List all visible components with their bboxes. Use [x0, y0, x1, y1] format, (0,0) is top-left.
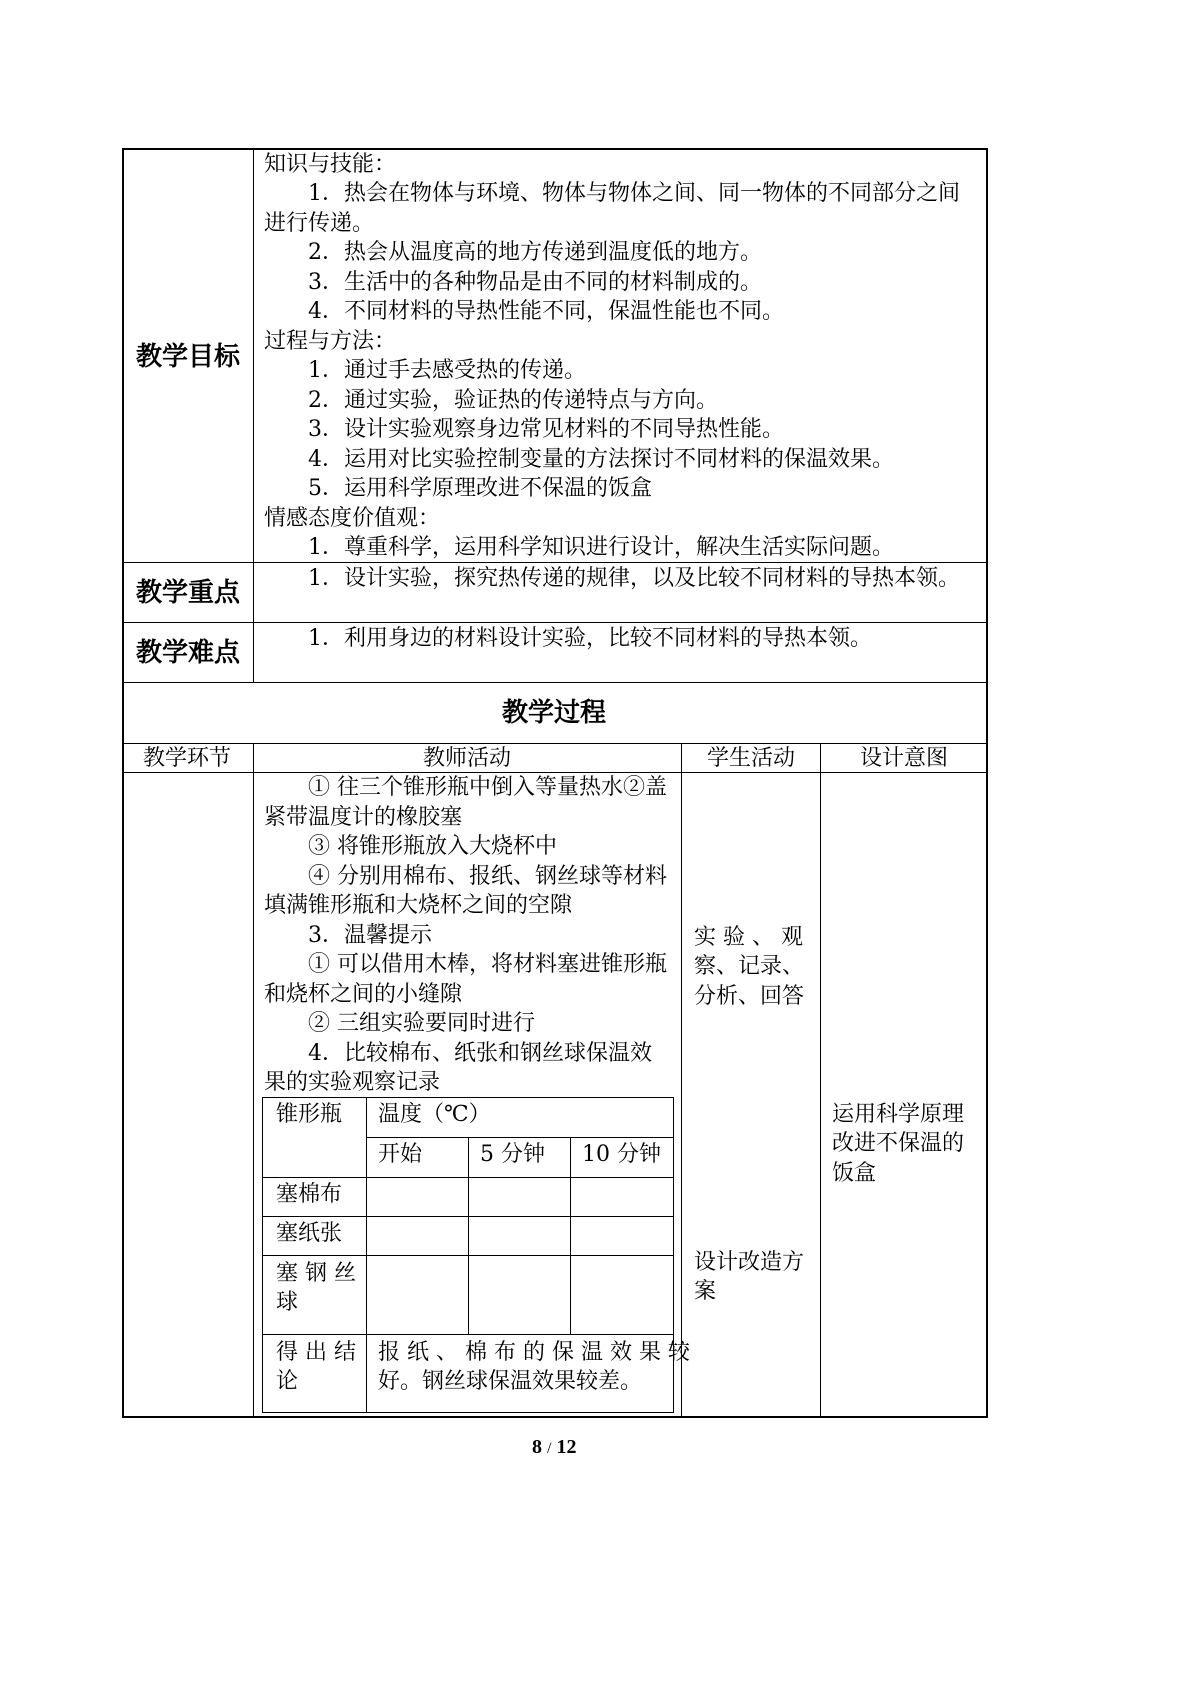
process-heading: 过程与方法：	[264, 329, 397, 354]
goal-line: 进行传递。	[264, 211, 375, 236]
column-header: 教学环节	[143, 746, 232, 771]
goal-line: 3．生活中的各种物品是由不同的材料制成的。	[308, 270, 762, 295]
teacher-activity-line: ③ 将锥形瓶放入大烧杯中	[308, 834, 557, 859]
divider	[122, 682, 988, 683]
divider	[253, 148, 254, 683]
goals-label: 教学目标	[136, 342, 241, 372]
temp-header: 温度（℃）	[378, 1102, 491, 1127]
time-header: 开始	[378, 1142, 423, 1167]
teacher-activity-line: 填满锥形瓶和大烧杯之间的空隙	[264, 893, 573, 918]
page-number	[532, 1432, 576, 1464]
goal-line: 3．设计实验观察身边常见材料的不同导热性能。	[308, 417, 784, 442]
column-header: 教师活动	[423, 746, 512, 771]
page-current: 8	[532, 1436, 542, 1458]
row-label: 塞纸张	[276, 1221, 343, 1246]
column-header: 设计意图	[860, 746, 949, 771]
goal-line: 4．运用对比实验控制变量的方法探讨不同材料的保温效果。	[308, 447, 894, 472]
attitude-heading: 情感态度价值观：	[264, 506, 441, 531]
difficulties-text: 1．利用身边的材料设计实验，比较不同材料的导热本领。	[308, 626, 872, 651]
divider	[253, 743, 254, 1417]
knowledge-heading: 知识与技能：	[264, 152, 397, 177]
divider	[366, 1137, 674, 1138]
design-intent-line: 运用科学原理	[832, 1102, 965, 1127]
goal-line: 4．不同材料的导热性能不同，保温性能也不同。	[308, 299, 784, 324]
key-points-label: 教学重点	[136, 578, 241, 608]
divider	[820, 743, 821, 1417]
table-border-top	[122, 148, 988, 150]
conclusion-label: 得 出 结	[276, 1340, 356, 1365]
teacher-activity-line: 和烧杯之间的小缝隙	[264, 982, 463, 1007]
column-header: 学生活动	[707, 746, 796, 771]
divider	[262, 1255, 674, 1256]
key-points-text: 1．设计实验，探究热传递的规律，以及比较不同材料的导热本领。	[308, 566, 960, 591]
difficulties-label: 教学难点	[136, 638, 241, 668]
divider	[262, 1334, 674, 1335]
goal-line: 2．热会从温度高的地方传递到温度低的地方。	[308, 240, 762, 265]
goal-line: 5．运用科学原理改进不保温的饭盒	[308, 476, 652, 501]
row-label: 塞 钢 丝	[276, 1261, 356, 1286]
divider	[570, 1137, 571, 1335]
divider	[681, 743, 682, 1417]
divider	[468, 1137, 469, 1335]
goal-line: 1．通过手去感受热的传递。	[308, 358, 586, 383]
divider	[122, 622, 988, 623]
teacher-activity-line: 4．比较棉布、纸张和钢丝球保温效	[308, 1041, 652, 1066]
goal-line: 2．通过实验，验证热的传递特点与方向。	[308, 388, 718, 413]
goal-line: 1．尊重科学，运用科学知识进行设计，解决生活实际问题。	[308, 535, 894, 560]
table-border-left	[122, 148, 124, 1418]
divider	[262, 1216, 674, 1217]
conclusion-label: 论	[276, 1369, 299, 1394]
teacher-activity-line: 3．温馨提示	[308, 923, 432, 948]
page-separator: /	[547, 1440, 552, 1457]
teacher-activity-line: ① 往三个锥形瓶中倒入等量热水②盖	[308, 775, 667, 800]
conclusion-text: 好。钢丝球保温效果较差。	[378, 1369, 643, 1394]
table-border-right	[986, 148, 988, 1418]
row-label: 塞棉布	[276, 1182, 343, 1207]
teacher-activity-line: ④ 分别用棉布、报纸、钢丝球等材料	[308, 864, 667, 889]
goal-line: 1．热会在物体与环境、物体与物体之间、同一物体的不同部分之间	[308, 181, 960, 206]
teacher-activity-line: ① 可以借用木棒，将材料塞进锥形瓶	[308, 952, 667, 977]
time-header: 5 分钟	[480, 1142, 545, 1167]
table-border-bottom	[122, 1416, 988, 1418]
process-title: 教学过程	[502, 698, 607, 728]
student-activity-line: 设计改造方	[694, 1250, 805, 1275]
conclusion-text: 报 纸 、 棉 布 的 保 温 效 果 较	[378, 1340, 690, 1365]
student-activity-line: 分析、回答	[694, 984, 805, 1009]
design-intent-line: 饭盒	[832, 1161, 877, 1186]
time-header: 10 分钟	[582, 1142, 661, 1167]
row-label: 球	[276, 1290, 299, 1315]
teacher-activity-line: 紧带温度计的橡胶塞	[264, 805, 463, 830]
design-intent-line: 改进不保温的	[832, 1131, 965, 1156]
student-activity-line: 案	[694, 1279, 717, 1304]
teacher-activity-line: 果的实验观察记录	[264, 1070, 441, 1095]
divider	[122, 743, 988, 744]
student-activity-line: 实 验 、 观	[694, 925, 803, 950]
flask-header: 锥形瓶	[276, 1102, 343, 1127]
student-activity-line: 察、记录、	[694, 954, 805, 979]
teacher-activity-line: ② 三组实验要同时进行	[308, 1011, 535, 1036]
page-total: 12	[556, 1436, 577, 1458]
divider	[262, 1177, 674, 1178]
